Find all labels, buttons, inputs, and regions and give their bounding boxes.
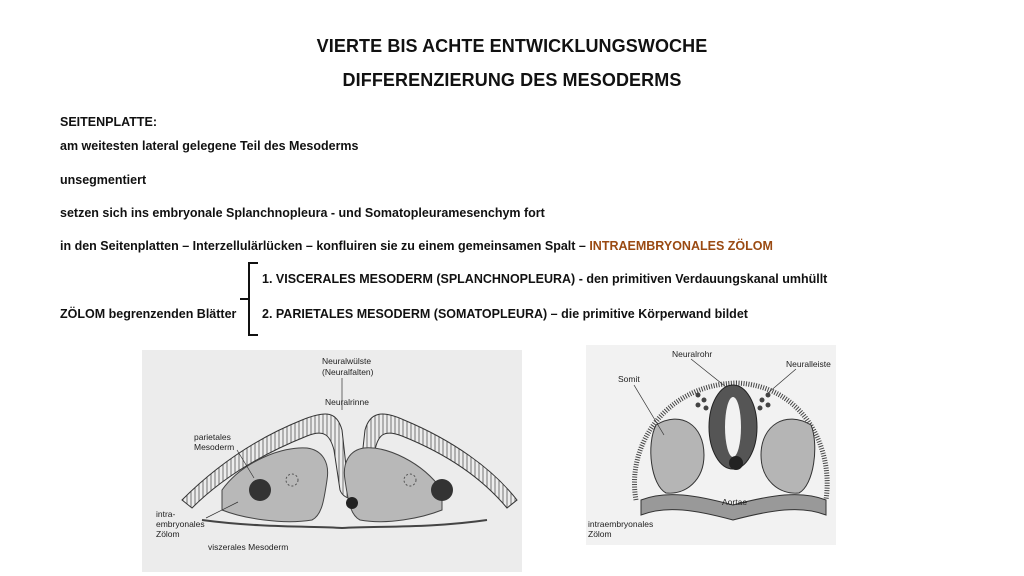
label-parietales-1: parietales <box>194 432 231 442</box>
section-heading: SEITENPLATTE: <box>60 115 157 129</box>
text-line-3: setzen sich ins embryonale Splanchnopleura - und Somatopleuramesenchym fort <box>60 206 545 220</box>
aorta <box>729 456 743 470</box>
label-intra-2: embryonales <box>156 519 205 529</box>
label-neuralleiste: Neuralleiste <box>786 359 831 369</box>
brace <box>248 262 258 336</box>
label-parietales-2: Mesoderm <box>194 442 235 452</box>
label-aortae: Aortae <box>722 497 748 507</box>
page-title: VIERTE BIS ACHTE ENTWICKLUNGSWOCHE <box>316 36 708 56</box>
text-line-2: unsegmentiert <box>60 173 147 187</box>
label-somit: Somit <box>618 374 640 384</box>
label-intra-1: intraembryonales <box>588 519 654 529</box>
text-line-4 <box>60 239 773 253</box>
page-subtitle: DIFFERENZIERUNG DES MESODERMS <box>342 70 682 90</box>
brace-tick <box>240 298 249 300</box>
cell-cluster-right <box>431 479 453 501</box>
label-neuralrohr: Neuralrohr <box>672 349 713 359</box>
cell-cluster-left <box>249 479 271 501</box>
text-line-4-prefix: in den Seitenplatten – Interzellulärlücken – konfluiren sie zu einem gemeinsamen Spalt – <box>60 239 590 253</box>
label-viszerales: viszerales Mesoderm <box>208 542 289 552</box>
label-intra-2: Zölom <box>588 529 612 539</box>
label-neuralfalten: (Neuralfalten) <box>322 367 374 377</box>
highlight-term: INTRAEMBRYONALES ZÖLOM <box>589 239 773 253</box>
right-diagram <box>586 345 836 545</box>
notochord <box>346 497 358 509</box>
label-intra-1: intra- <box>156 509 176 519</box>
label-neuralwuelste: Neuralwülste <box>322 356 372 366</box>
list-item-2: 2. PARIETALES MESODERM (SOMATOPLEURA) – die primitive Körperwand bildet <box>262 307 748 321</box>
left-diagram <box>142 350 522 572</box>
neural-canal <box>725 397 741 457</box>
list-item-1: 1. VISCERALES MESODERM (SPLANCHNOPLEURA) - den primitiven Verdauungskanal umhüllt <box>262 272 828 286</box>
list-label: ZÖLOM begrenzenden Blätter <box>60 307 237 321</box>
label-intra-3: Zölom <box>156 529 180 539</box>
label-neuralrinne: Neuralrinne <box>325 397 369 407</box>
text-line-1: am weitesten lateral gelegene Teil des Mesoderms <box>60 139 359 153</box>
